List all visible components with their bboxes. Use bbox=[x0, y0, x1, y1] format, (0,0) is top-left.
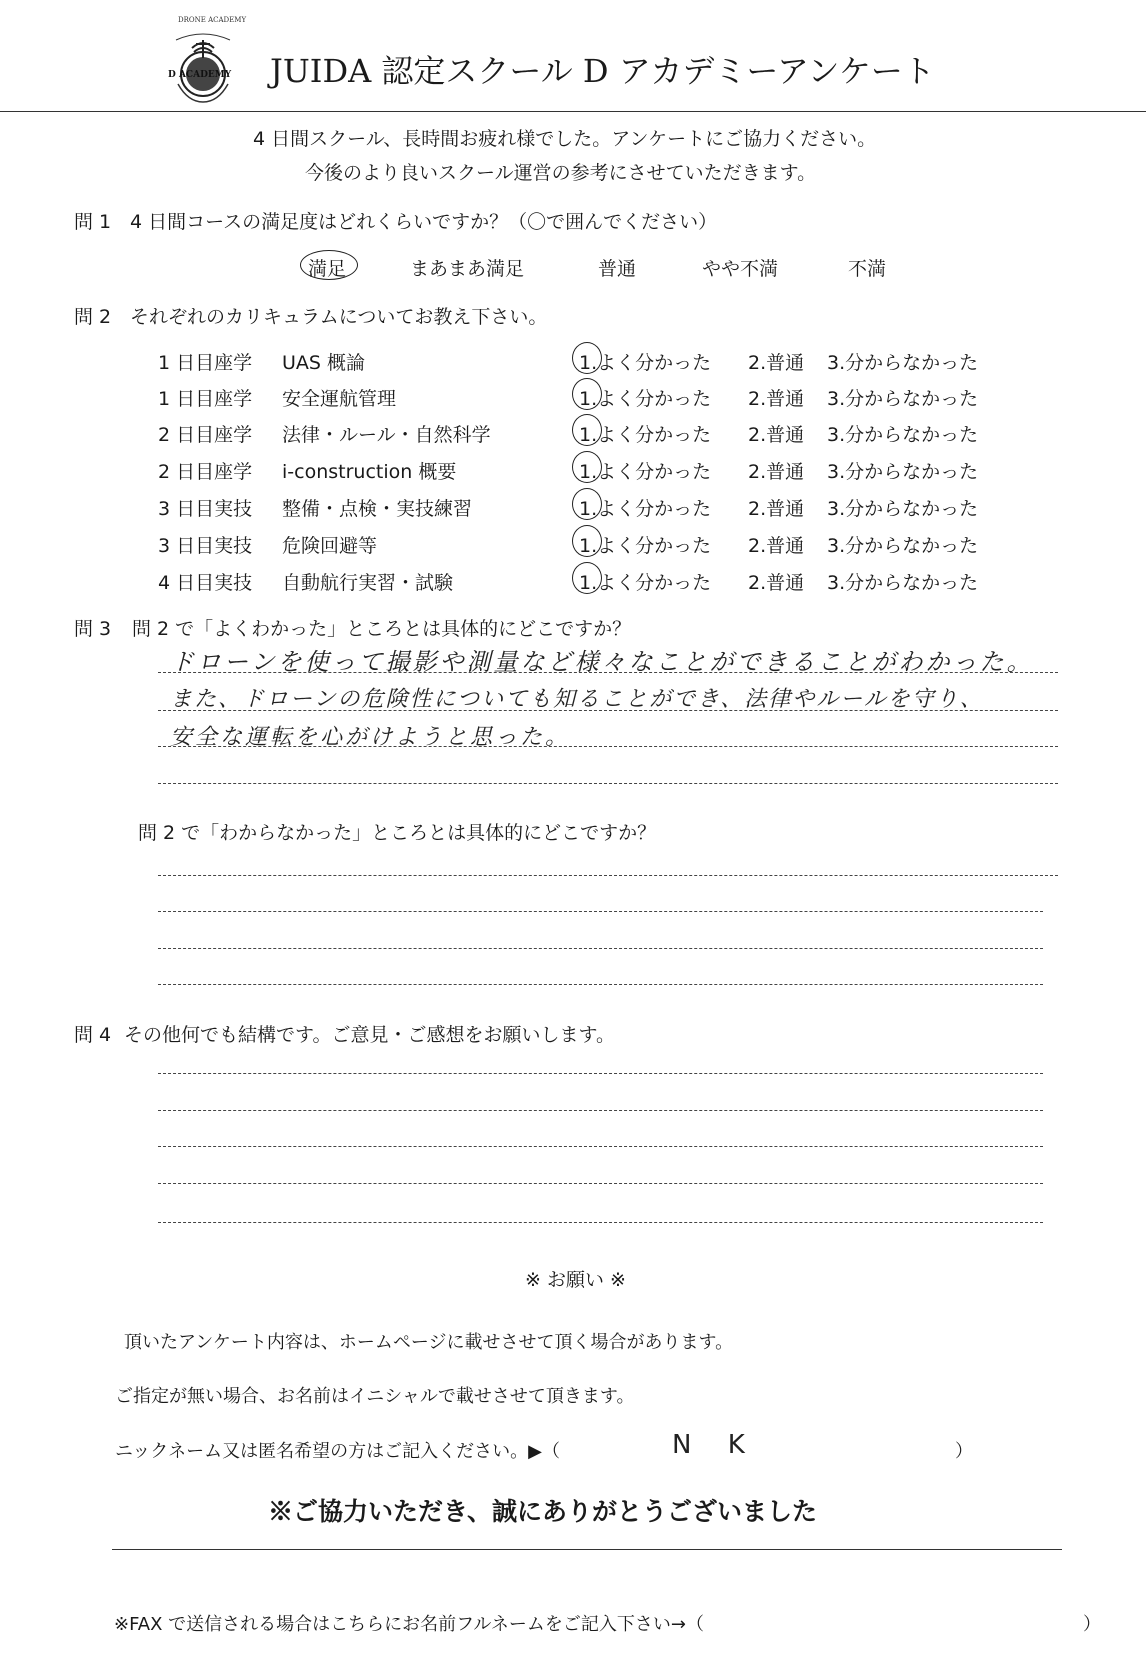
q1-text: 4 日間コースの満足度はどれくらいですか？（〇で囲んでください） bbox=[130, 211, 718, 233]
q2-row-day: 1 日目座学 bbox=[158, 388, 253, 410]
q2-choice-2[interactable]: 2.普通 bbox=[748, 352, 805, 374]
q2-choice-1[interactable]: 1.よく分かった bbox=[579, 498, 712, 520]
q1-option-2[interactable]: まあまあ満足 bbox=[410, 258, 525, 280]
q2-choice-3[interactable]: 3.分からなかった bbox=[827, 535, 979, 557]
q2-row-day: 4 日目実技 bbox=[158, 572, 253, 594]
q2-choice-3[interactable]: 3.分からなかった bbox=[827, 424, 979, 446]
answer-dashed-line[interactable] bbox=[158, 1110, 1043, 1111]
q2-choice-3[interactable]: 3.分からなかった bbox=[827, 461, 979, 483]
q2-row-topic: UAS 概論 bbox=[282, 352, 366, 374]
header-rule bbox=[0, 111, 1146, 112]
q2-choice-1[interactable]: 1.よく分かった bbox=[579, 535, 712, 557]
answer-dashed-line bbox=[158, 672, 1058, 673]
answer-dashed-line bbox=[158, 746, 1058, 747]
q1-option-5[interactable]: 不満 bbox=[848, 258, 887, 280]
q2-row-topic: i-construction 概要 bbox=[282, 461, 457, 483]
q2-choice-3[interactable]: 3.分からなかった bbox=[827, 352, 979, 374]
thanks-rule bbox=[112, 1549, 1062, 1550]
answer-dashed-line[interactable] bbox=[158, 875, 1058, 876]
q2-row-day: 2 日目座学 bbox=[158, 424, 253, 446]
fax-close-paren: ） bbox=[1083, 1614, 1101, 1635]
q1-option-3[interactable]: 普通 bbox=[598, 258, 637, 280]
nickname-close-paren: ） bbox=[955, 1441, 973, 1462]
notice-line-3: ニックネーム又は匿名希望の方はご記入ください。▶（ bbox=[115, 1441, 560, 1462]
intro-line-2: 今後のより良いスクール運営の参考にさせていただきます。 bbox=[305, 162, 817, 184]
answer-dashed-line[interactable] bbox=[158, 1146, 1043, 1147]
logo-text-top: DRONE ACADEMY bbox=[178, 16, 247, 24]
notice-line-1: 頂いたアンケート内容は、ホームページに載せさせて頂く場合があります。 bbox=[124, 1332, 734, 1353]
q3-answer-line-3[interactable]: 安全な運転を心がけようと思った。 bbox=[170, 725, 571, 750]
fax-instruction: ※FAX で送信される場合はこちらにお名前フルネームをご記入下さい→（ bbox=[114, 1614, 704, 1635]
answer-dashed-line[interactable] bbox=[158, 1073, 1043, 1074]
fax-name-input[interactable] bbox=[780, 1606, 1080, 1632]
q1-option-1[interactable]: 満足 bbox=[308, 258, 347, 280]
q3-answer-line-2[interactable]: また、ドローンの危険性についても知ることができ、法律やルールを守り、 bbox=[170, 687, 984, 712]
q2-choice-2[interactable]: 2.普通 bbox=[748, 388, 805, 410]
academy-logo bbox=[158, 18, 248, 104]
page-title: JUIDA 認定スクール D アカデミーアンケート bbox=[270, 52, 935, 90]
notice-heading: ※ お願い ※ bbox=[525, 1269, 626, 1291]
q2-choice-2[interactable]: 2.普通 bbox=[748, 572, 805, 594]
q2-row-topic: 自動航行実習・試験 bbox=[282, 572, 454, 594]
logo-emblem-icon bbox=[158, 18, 248, 104]
q2-row-day: 1 日目座学 bbox=[158, 352, 253, 374]
q2-choice-3[interactable]: 3.分からなかった bbox=[827, 498, 979, 520]
q2-row-day: 3 日目実技 bbox=[158, 498, 253, 520]
nickname-input[interactable]: N K bbox=[672, 1430, 759, 1460]
q3-label: 問 3 bbox=[74, 618, 112, 640]
answer-dashed-line[interactable] bbox=[158, 1222, 1043, 1223]
thanks-message: ※ご協力いただき、誠にありがとうございました bbox=[268, 1497, 818, 1526]
q2-choice-3[interactable]: 3.分からなかった bbox=[827, 572, 979, 594]
q1-selected-circle bbox=[300, 250, 358, 280]
q2-choice-2[interactable]: 2.普通 bbox=[748, 498, 805, 520]
q2-row-topic: 整備・点検・実技練習 bbox=[282, 498, 473, 520]
answer-dashed-line[interactable] bbox=[158, 984, 1043, 985]
intro-line-1: 4 日間スクール、長時間お疲れ様でした。アンケートにご協力ください。 bbox=[253, 128, 877, 150]
q2-choice-1[interactable]: 1.よく分かった bbox=[579, 461, 712, 483]
q4-text: その他何でも結構です。ご意見・ご感想をお願いします。 bbox=[124, 1024, 615, 1046]
answer-dashed-line bbox=[158, 710, 1058, 711]
q3-sub-text: 問 2 で「わからなかった」ところとは具体的にどこですか？ bbox=[138, 822, 657, 844]
notice-line-2: ご指定が無い場合、お名前はイニシャルで載せさせて頂きます。 bbox=[115, 1386, 635, 1407]
q1-label: 問 1 bbox=[74, 211, 112, 233]
answer-dashed-line[interactable] bbox=[158, 1183, 1043, 1184]
answer-dashed-line[interactable] bbox=[158, 911, 1043, 912]
q2-choice-2[interactable]: 2.普通 bbox=[748, 535, 805, 557]
q2-row-topic: 法律・ルール・自然科学 bbox=[282, 424, 491, 446]
q2-row-topic: 安全運航管理 bbox=[282, 388, 397, 410]
q2-choice-1[interactable]: 1.よく分かった bbox=[579, 388, 712, 410]
q2-text: それぞれのカリキュラムについてお教え下さい。 bbox=[130, 306, 548, 328]
q3-text: 問 2 で「よくわかった」ところとは具体的にどこですか？ bbox=[132, 618, 632, 640]
q2-choice-2[interactable]: 2.普通 bbox=[748, 424, 805, 446]
q2-choice-3[interactable]: 3.分からなかった bbox=[827, 388, 979, 410]
q2-choice-1[interactable]: 1.よく分かった bbox=[579, 572, 712, 594]
q2-choice-2[interactable]: 2.普通 bbox=[748, 461, 805, 483]
q2-choice-1[interactable]: 1.よく分かった bbox=[579, 424, 712, 446]
answer-dashed-line[interactable] bbox=[158, 948, 1043, 949]
q4-label: 問 4 bbox=[74, 1024, 112, 1046]
q2-row-topic: 危険回避等 bbox=[282, 535, 378, 557]
q2-row-day: 2 日目座学 bbox=[158, 461, 253, 483]
answer-dashed-line bbox=[158, 783, 1058, 784]
q2-choice-1[interactable]: 1.よく分かった bbox=[579, 352, 712, 374]
q3-answer-line-1[interactable]: ドローンを使って撮影や測量など様々なことができることがわかった。 bbox=[170, 648, 1034, 676]
q2-row-day: 3 日目実技 bbox=[158, 535, 253, 557]
logo-text-mid: D ACADEMY bbox=[168, 70, 232, 80]
q2-label: 問 2 bbox=[74, 306, 112, 328]
q1-option-4[interactable]: やや不満 bbox=[702, 258, 779, 280]
